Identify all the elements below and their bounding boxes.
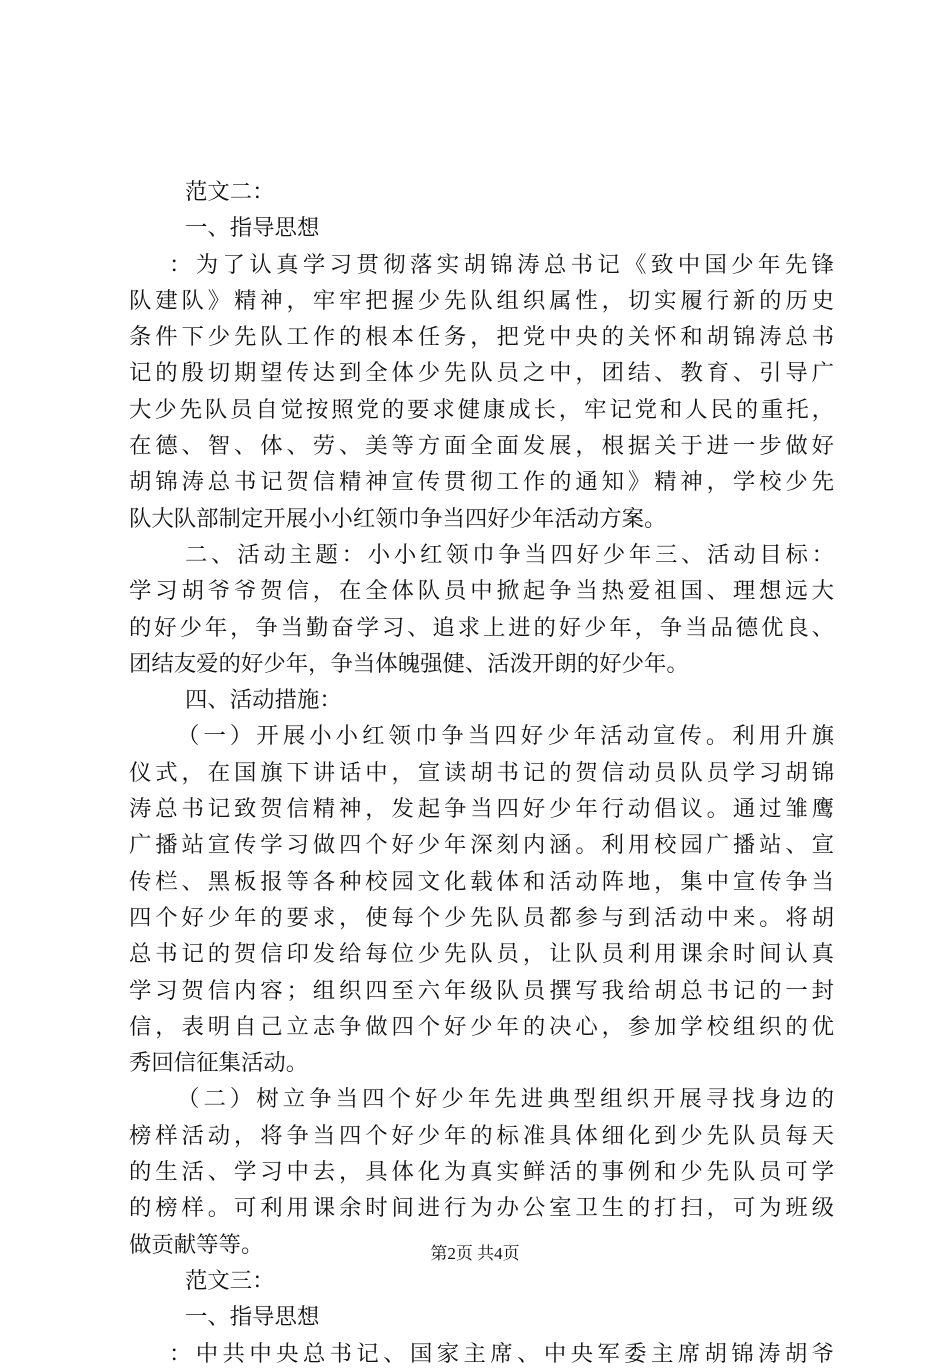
subsection-heading: 一、指导思想 [185,1304,320,1331]
paragraph-line: 秀回信征集活动。 [129,1050,309,1077]
section-heading: 范文三： [185,1267,275,1294]
paragraph-line: 榜样活动，将争当四个好少年的标准具体细化到少先队员每天 [129,1122,834,1149]
paragraph-line: 四个好少年的要求，使每个少先队员都参与到活动中来。将胡 [129,904,834,931]
subsection-heading: 一、指导思想 [185,215,320,242]
paragraph-line: （二）树立争当四个好少年先进典型组织开展寻找身边的 [177,1086,834,1113]
paragraph-line: 的榜样。可利用课余时间进行为办公室卫生的打扫，可为班级 [129,1195,834,1222]
paragraph-line: 队建队》精神，牢牢把握少先队组织属性，切实履行新的历史 [129,287,834,314]
paragraph-line: ：为了认真学习贯彻落实胡锦涛总书记《致中国少年先锋 [169,251,834,278]
paragraph-line: 团结友爱的好少年，争当体魄强健、活泼开朗的好少年。 [129,650,689,677]
paragraph-line: 做贡献等等。 [129,1231,264,1258]
paragraph-line: 大少先队员自觉按照党的要求健康成长，牢记党和人民的重托， [129,396,834,423]
paragraph-line: 信，表明自己立志争做四个好少年的决心，参加学校组织的优 [129,1013,834,1040]
paragraph-line: 条件下少先队工作的根本任务，把党中央的关怀和胡锦涛总书 [129,324,834,351]
paragraph-line: 在德、智、体、劳、美等方面全面发展，根据关于进一步做好 [129,433,834,460]
paragraph-line: 学习胡爷爷贺信，在全体队员中掀起争当热爱祖国、理想远大 [129,578,834,605]
paragraph-line: 总书记的贺信印发给每位少先队员，让队员利用课余时间认真 [129,941,834,968]
paragraph-line: 的好少年，争当勤奋学习、追求上进的好少年，争当品德优良、 [129,614,834,641]
paragraph-line: （一）开展小小红领巾争当四好少年活动宣传。利用升旗 [177,723,834,750]
paragraph-line: ：中共中央总书记、国家主席、中央军委主席胡锦涛胡爷 [169,1340,834,1367]
paragraph-line: 仪式，在国旗下讲话中，宣读胡书记的贺信动员队员学习胡锦 [129,759,834,786]
paragraph-line: 涛总书记致贺信精神，发起争当四好少年行动倡议。通过雏鹰 [129,796,834,823]
paragraph-line: 的生活、学习中去，具体化为真实鲜活的事例和少先队员可学 [129,1159,834,1186]
paragraph-line: 记的殷切期望传达到全体少先队员之中，团结、教育、引导广 [129,360,834,387]
paragraph-line: 胡锦涛总书记贺信精神宣传贯彻工作的通知》精神，学校少先 [129,469,834,496]
page-number-footer: 第2页 共4页 [430,1244,520,1263]
document-body [129,174,834,1372]
section-heading: 范文二： [185,179,275,205]
paragraph-line: 广播站宣传学习做四个好少年深刻内涵。利用校园广播站、宣 [129,832,834,859]
paragraph-line: 队大队部制定开展小小红领巾争当四好少年活动方案。 [129,505,667,532]
section-heading: 四、活动措施： [185,687,342,714]
paragraph-line: 学习贺信内容；组织四至六年级队员撰写我给胡总书记的一封 [129,977,834,1004]
paragraph-line: 传栏、黑板报等各种校园文化载体和活动阵地，集中宣传争当 [129,868,834,895]
paragraph-line: 二、活动主题：小小红领巾争当四好少年三、活动目标： [185,541,834,568]
